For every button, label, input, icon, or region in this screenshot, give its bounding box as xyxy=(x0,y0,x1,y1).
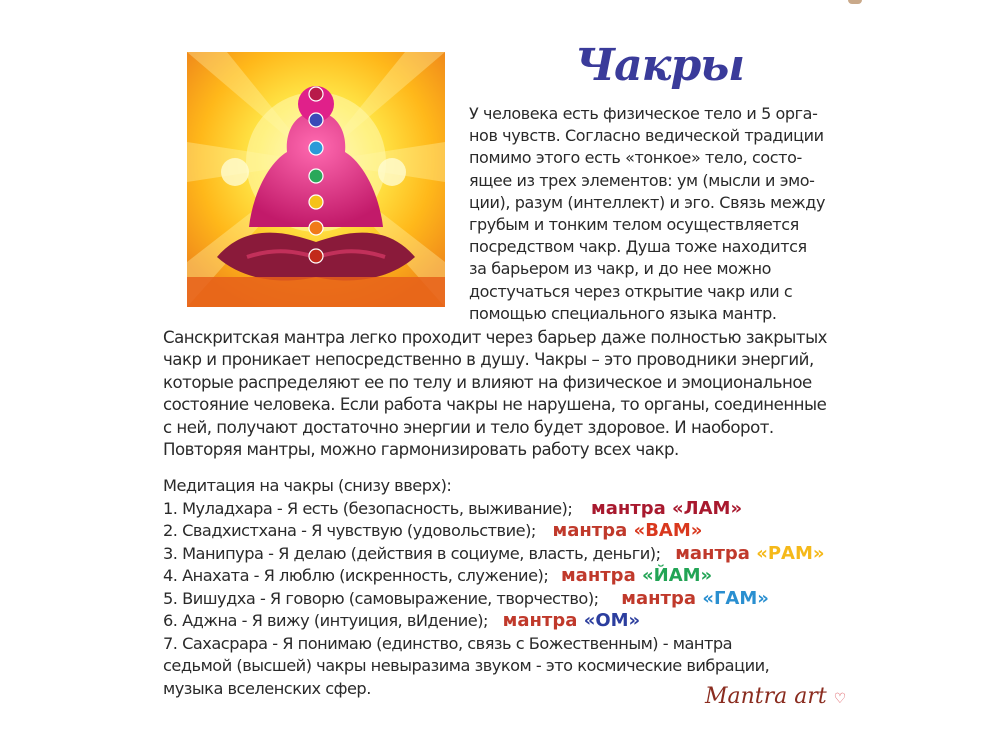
page-title: Чакры xyxy=(575,40,745,91)
mantra-name: «РАМ» xyxy=(756,542,825,564)
intro-line: нов чувств. Согласно ведической традиции xyxy=(469,126,824,146)
body-line: чакр и проникает непосредственно в душу. Чакры – это проводники энергий, xyxy=(163,350,814,370)
mantra-name: «ЙАМ» xyxy=(642,565,713,586)
chakra-item-anahata xyxy=(163,565,883,588)
intro-line: за барьером из чакр, и до нее можно xyxy=(469,259,772,279)
intro-line: ции), разум (интеллект) и эго. Связь между xyxy=(469,192,826,212)
chakra-meditation-image xyxy=(187,52,445,307)
chakra-description: 2. Свадхистхана - Я чувствую (удовольствие); xyxy=(163,521,536,540)
chakra-item-sahasrara: 7. Сахасрара - Я понимаю (единство, связь с Божественным) - мантра xyxy=(163,633,733,653)
chakra-description: 1. Муладхара - Я есть (безопасность, выживание); xyxy=(163,498,573,518)
chakra-description: 5. Вишудха - Я говорю (самовыражение, творчество); xyxy=(163,588,599,608)
intro-line: помимо этого есть «тонкое» тело, состо- xyxy=(469,148,802,168)
chakra-meditation-list xyxy=(163,475,883,700)
mantra-word: мантра xyxy=(590,497,666,519)
mantra-label xyxy=(561,565,712,586)
chakra-item-ajna xyxy=(163,610,883,633)
intro-line: У человека есть физическое тело и 5 орга- xyxy=(469,104,818,123)
chakra-item-vishuddha xyxy=(163,588,883,611)
mantra-name: «ВАМ» xyxy=(633,520,703,541)
mantra-name: «ГАМ» xyxy=(702,587,769,609)
intro-line: достучаться через открытие чакр или с xyxy=(469,281,793,301)
body-line: Повторяя мантры, можно гармонизировать работу всех чакр. xyxy=(163,440,679,460)
body-line: Санскритская мантра легко проходит через барьер даже полностью закрытых xyxy=(163,328,827,347)
chakra-meditation-illustration xyxy=(187,52,445,307)
mantra-label xyxy=(675,543,824,564)
chakra-description: 4. Анахата - Я люблю (искренность, служение); xyxy=(163,566,549,585)
mantra-name: «ЛАМ» xyxy=(672,497,743,519)
chakra-item-svadhisthana xyxy=(163,520,883,543)
meditation-heading: Медитация на чакры (снизу вверх): xyxy=(163,476,452,495)
mantra-word: мантра xyxy=(552,520,628,541)
body-line: которые распределяют ее по телу и влияют на физическое и эмоциональное xyxy=(163,372,812,392)
body-line: с ней, получают достаточно энергии и тело будет здоровое. И наоборот. xyxy=(163,417,774,437)
intro-line: грубым и тонким телом осуществляется xyxy=(469,215,799,235)
intro-line: помощью специального языка мантр. xyxy=(469,303,777,323)
chakra-item-manipura xyxy=(163,543,883,566)
chakra-description: 3. Манипура - Я делаю (действия в социуме, власть, деньги); xyxy=(163,543,661,563)
mantra-label xyxy=(621,588,769,609)
intro-paragraph xyxy=(469,103,849,325)
mantra-word: мантра xyxy=(675,542,750,564)
intro-line: посредством чакр. Душа тоже находится xyxy=(469,237,807,257)
mantra-art-signature xyxy=(705,684,846,709)
corner-decoration xyxy=(848,0,862,4)
chakra-item-muladhara xyxy=(163,498,883,521)
mantra-label xyxy=(503,610,641,631)
intro-line: ящее из трех элементов: ум (мысли и эмо- xyxy=(469,170,815,190)
mantra-label xyxy=(591,498,742,519)
signature-text: Mantra art xyxy=(705,684,827,709)
body-line: состояние человека. Если работа чакры не нарушена, то органы, соединенные xyxy=(163,395,827,415)
sahasrara-continuation: седьмой (высшей) чакры невыразима звуком - это космические вибрации, xyxy=(163,656,770,675)
sahasrara-continuation: музыка вселенских сфер. xyxy=(163,678,371,698)
mantra-label xyxy=(553,520,703,541)
mantra-word: мантра xyxy=(621,587,697,609)
body-paragraph xyxy=(163,327,853,461)
heart-icon: ♡ xyxy=(833,691,847,707)
mantra-name: «ОМ» xyxy=(583,610,641,631)
mantra-word: мантра xyxy=(502,610,578,631)
chakra-description: 6. Аджна - Я вижу (интуиция, вИдение); xyxy=(163,611,488,630)
mantra-word: мантра xyxy=(560,565,636,586)
